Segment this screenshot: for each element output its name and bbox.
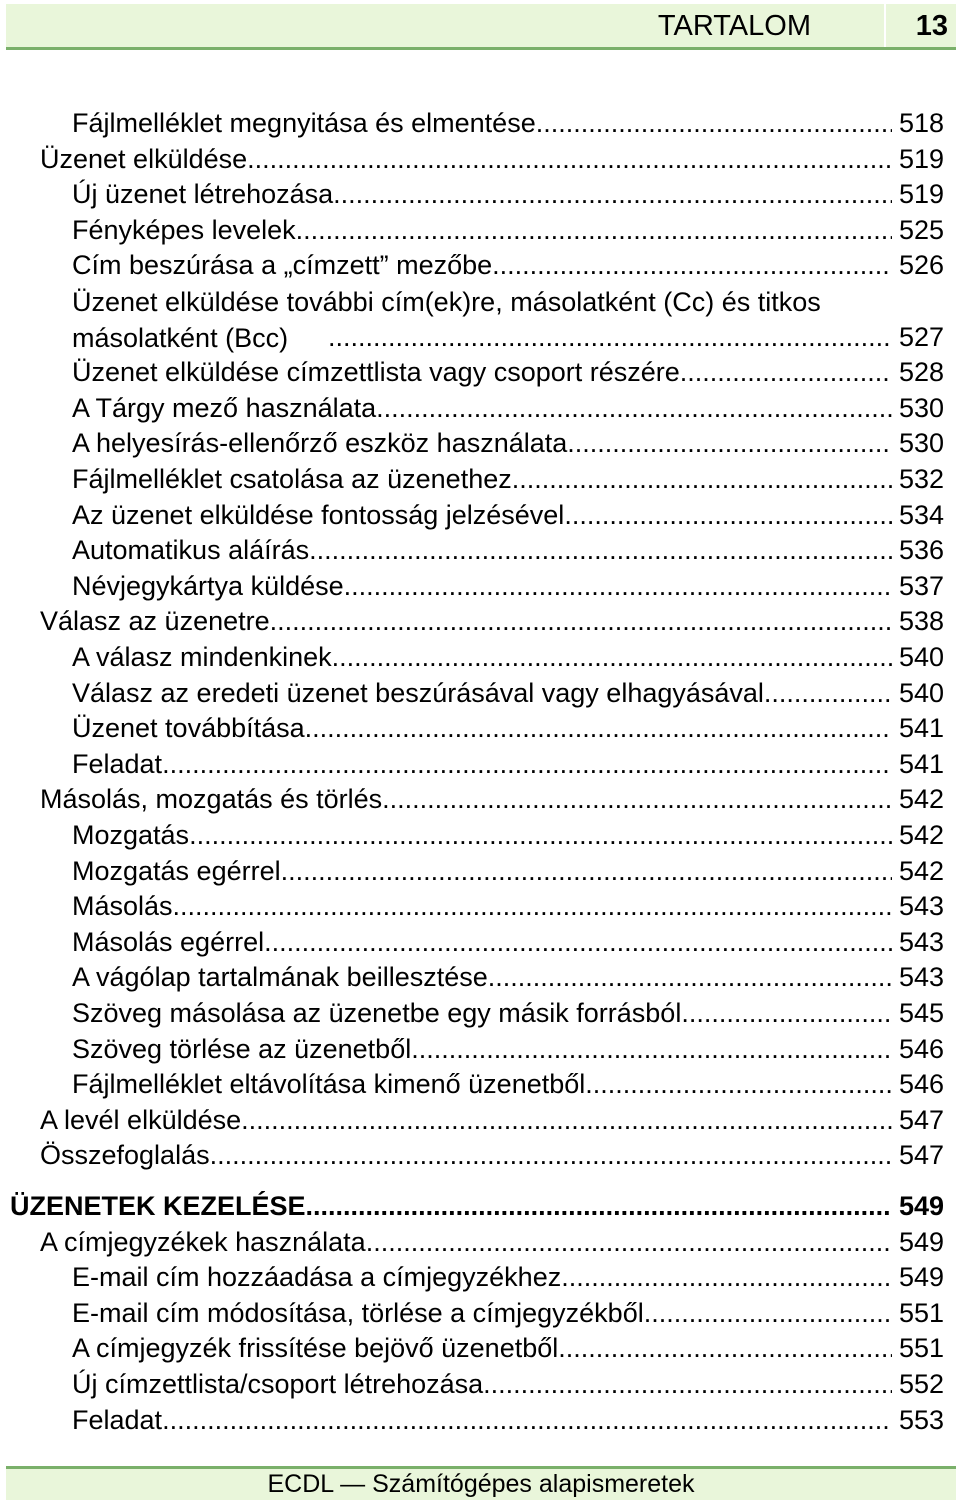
toc-entry[interactable] bbox=[72, 996, 944, 1030]
toc-entry-page: 542 bbox=[898, 820, 944, 850]
dot-leader bbox=[309, 533, 892, 567]
dot-leader bbox=[764, 676, 892, 710]
dot-leader bbox=[264, 925, 892, 959]
dot-leader bbox=[270, 604, 892, 638]
toc-entry-title: Cím beszúrása a „címzett” mezőbe bbox=[72, 250, 493, 281]
dot-leader bbox=[680, 355, 892, 389]
toc-entry-title: Mozgatás egérrel bbox=[72, 855, 281, 886]
dot-leader bbox=[376, 391, 892, 425]
toc-entry-title: A Tárgy mező használata bbox=[72, 392, 377, 423]
dot-leader bbox=[644, 1296, 892, 1330]
toc-entry-title: Válasz az üzenetre bbox=[40, 606, 270, 637]
toc-entry-page: 534 bbox=[898, 499, 944, 530]
toc-entry-title: Feladat bbox=[72, 1404, 163, 1435]
toc-entry[interactable] bbox=[72, 1331, 944, 1365]
toc-entry-page: 532 bbox=[898, 464, 944, 494]
toc-entry-title: Automatikus aláírás bbox=[72, 535, 310, 566]
dot-leader bbox=[366, 1225, 892, 1259]
toc-entry-title: Fájlmelléklet megnyitása és elmentése bbox=[72, 108, 536, 138]
toc-entry-page: 525 bbox=[898, 214, 944, 245]
toc-entry[interactable] bbox=[72, 676, 944, 710]
toc-entry-title: Másolás egérrel bbox=[72, 926, 265, 957]
dot-leader bbox=[162, 1403, 892, 1437]
toc-entry-page: 553 bbox=[898, 1404, 944, 1435]
dot-leader bbox=[306, 1189, 892, 1223]
dot-leader bbox=[382, 782, 892, 816]
toc-entry-title: Fájlmelléklet csatolása az üzenethez bbox=[72, 464, 512, 494]
toc-entry-page: 527 bbox=[898, 322, 944, 352]
toc-entry-title: Feladat bbox=[72, 748, 163, 779]
toc-entry-title: ÜZENETEK KEZELÉSE bbox=[10, 1191, 306, 1221]
toc-entry[interactable] bbox=[72, 1032, 944, 1066]
toc-entry-page: 540 bbox=[898, 642, 944, 672]
toc-entry[interactable] bbox=[72, 498, 944, 532]
dot-leader bbox=[483, 1367, 892, 1401]
toc-entry[interactable] bbox=[72, 248, 944, 282]
footer-text: ECDL — Számítógépes alapismeretek bbox=[267, 1470, 695, 1498]
toc-entry-title: Fényképes levelek bbox=[72, 214, 296, 245]
toc-entry[interactable] bbox=[72, 1367, 944, 1401]
toc-entry[interactable] bbox=[72, 818, 944, 852]
dot-leader bbox=[558, 1331, 892, 1365]
toc-entry[interactable] bbox=[40, 142, 944, 176]
toc-entry-title: Szöveg törlése az üzenetből bbox=[72, 1033, 412, 1064]
dot-leader bbox=[189, 818, 892, 852]
dot-leader bbox=[332, 640, 892, 674]
toc-entry-title: Válasz az eredeti üzenet beszúrásával vagy elhagyásával bbox=[72, 677, 764, 708]
dot-leader bbox=[561, 1260, 892, 1294]
toc-entry[interactable] bbox=[72, 391, 944, 425]
toc-entry-title: Szöveg másolása az üzenetbe egy másik forrásból bbox=[72, 998, 682, 1028]
toc-entry-title: Új címzettlista/csoport létrehozása bbox=[72, 1369, 484, 1399]
toc-entry-page: 536 bbox=[898, 535, 944, 566]
toc-entry-page: 552 bbox=[898, 1369, 944, 1399]
toc-entry-page: 542 bbox=[898, 855, 944, 886]
toc-entry[interactable] bbox=[72, 462, 944, 496]
dot-leader bbox=[162, 747, 892, 781]
toc-entry-title: Másolás bbox=[72, 891, 173, 922]
toc-entry-page: 542 bbox=[898, 784, 944, 815]
toc-entry-page: 547 bbox=[898, 1140, 944, 1171]
running-title: TARTALOM bbox=[657, 10, 811, 42]
toc-entry-page: 547 bbox=[898, 1104, 944, 1135]
dot-leader bbox=[210, 1138, 892, 1172]
page-header bbox=[6, 4, 956, 50]
toc-entry-page: 546 bbox=[898, 1069, 944, 1100]
toc-entry[interactable] bbox=[40, 604, 944, 638]
toc-entry[interactable] bbox=[72, 106, 944, 140]
dot-leader bbox=[585, 1067, 892, 1101]
dot-leader bbox=[241, 1103, 892, 1137]
toc-entry[interactable] bbox=[72, 747, 944, 781]
toc-entry[interactable] bbox=[40, 1138, 944, 1172]
toc-entry[interactable] bbox=[40, 782, 944, 816]
toc-entry[interactable] bbox=[72, 1296, 944, 1330]
dot-leader bbox=[305, 711, 892, 745]
toc-entry-page: 519 bbox=[898, 179, 944, 210]
toc-entry-page: 549 bbox=[898, 1226, 944, 1257]
toc-entry-page: 518 bbox=[898, 108, 944, 138]
toc-entry-page: 528 bbox=[898, 357, 944, 388]
toc-entry-page: 543 bbox=[898, 891, 944, 922]
toc-entry-title: A válasz mindenkinek bbox=[72, 642, 332, 672]
toc-entry-page: 519 bbox=[898, 143, 944, 174]
toc-entry-title: A levél elküldése bbox=[40, 1104, 242, 1135]
toc-entry-title: E-mail cím módosítása, törlése a címjegyzékből bbox=[72, 1297, 644, 1328]
toc-entry[interactable] bbox=[72, 889, 944, 923]
toc-entry-page: 541 bbox=[898, 713, 944, 744]
toc-entry-page: 551 bbox=[898, 1333, 944, 1364]
toc-entry-title: Üzenet elküldése címzettlista vagy csoport részére bbox=[72, 357, 680, 388]
toc-entry-title: Üzenet elküldése bbox=[40, 143, 248, 174]
toc-entry-title: Mozgatás bbox=[72, 820, 190, 850]
toc-entry-page: 545 bbox=[898, 998, 944, 1028]
toc-entry-page: 526 bbox=[898, 250, 944, 281]
toc-entry-page: 538 bbox=[898, 606, 944, 637]
toc-entry-title: A vágólap tartalmának beillesztése bbox=[72, 962, 488, 993]
toc-entry[interactable] bbox=[10, 1189, 944, 1223]
dot-leader bbox=[488, 960, 892, 994]
dot-leader bbox=[173, 889, 892, 923]
dot-leader bbox=[344, 569, 892, 603]
toc-entry[interactable] bbox=[72, 355, 944, 389]
toc-entry-page: 549 bbox=[898, 1262, 944, 1293]
toc-entry-title: E-mail cím hozzáadása a címjegyzékhez bbox=[72, 1262, 562, 1293]
dot-leader bbox=[333, 177, 892, 211]
dot-leader bbox=[681, 996, 892, 1030]
toc-entry-title: Névjegykártya küldése bbox=[72, 570, 344, 601]
toc-entry-page: 530 bbox=[898, 428, 944, 459]
toc-entry[interactable] bbox=[40, 1225, 944, 1259]
toc-entry-page: 543 bbox=[898, 962, 944, 993]
dot-leader bbox=[492, 248, 892, 282]
toc-entry[interactable] bbox=[72, 925, 944, 959]
toc-entry[interactable] bbox=[72, 426, 944, 460]
toc-entry-page: 551 bbox=[898, 1297, 944, 1328]
toc-entry-title: Új üzenet létrehozása bbox=[72, 179, 334, 210]
toc-entry-page: 537 bbox=[898, 570, 944, 601]
toc-entry[interactable] bbox=[72, 854, 944, 888]
toc-entry[interactable] bbox=[72, 284, 944, 356]
toc-entry-page: 530 bbox=[898, 392, 944, 423]
toc-entry-title: A helyesírás-ellenőrző eszköz használata bbox=[72, 428, 568, 459]
toc-entry[interactable] bbox=[72, 1403, 944, 1437]
toc-entry-page: 549 bbox=[898, 1191, 944, 1221]
toc-entry-title: Fájlmelléklet eltávolítása kimenő üzenetből bbox=[72, 1069, 586, 1100]
toc-entry-title: Üzenet továbbítása bbox=[72, 713, 305, 744]
dot-leader bbox=[281, 854, 892, 888]
dot-leader bbox=[564, 498, 892, 532]
dot-leader bbox=[296, 213, 892, 247]
dot-leader bbox=[328, 320, 892, 354]
page-number: 13 bbox=[915, 10, 948, 42]
toc-entry-title: Üzenet elküldése további cím(ek)re, másolatként (Cc) és titkos másolatként (Bcc) bbox=[72, 287, 821, 353]
dot-leader bbox=[247, 142, 892, 176]
dot-leader bbox=[512, 462, 892, 496]
toc-entry[interactable] bbox=[72, 569, 944, 603]
toc-entry[interactable] bbox=[72, 711, 944, 745]
toc-entry[interactable] bbox=[40, 1103, 944, 1137]
toc-entry-page: 540 bbox=[898, 677, 944, 708]
toc-entry-title: Másolás, mozgatás és törlés bbox=[40, 784, 383, 815]
page-footer bbox=[6, 1466, 956, 1500]
toc-entry[interactable] bbox=[72, 177, 944, 211]
toc-entry-page: 546 bbox=[898, 1033, 944, 1064]
dot-leader bbox=[411, 1032, 892, 1066]
dot-leader bbox=[536, 106, 892, 140]
toc-entry-title: Az üzenet elküldése fontosság jelzésével bbox=[72, 499, 565, 530]
toc-entry[interactable] bbox=[72, 640, 944, 674]
toc-entry-title: A címjegyzékek használata bbox=[40, 1226, 366, 1257]
toc-entry-page: 543 bbox=[898, 926, 944, 957]
toc-entry[interactable] bbox=[72, 533, 944, 567]
toc-entry-page: 541 bbox=[898, 748, 944, 779]
toc-entry[interactable] bbox=[72, 213, 944, 247]
toc-entry[interactable] bbox=[72, 1067, 944, 1101]
toc-entry[interactable] bbox=[72, 960, 944, 994]
dot-leader bbox=[567, 426, 892, 460]
toc-entry-title: A címjegyzék frissítése bejövő üzenetből bbox=[72, 1333, 559, 1364]
header-divider bbox=[884, 4, 886, 47]
toc-entry-title: Összefoglalás bbox=[40, 1140, 210, 1171]
toc-entry[interactable] bbox=[72, 1260, 944, 1294]
